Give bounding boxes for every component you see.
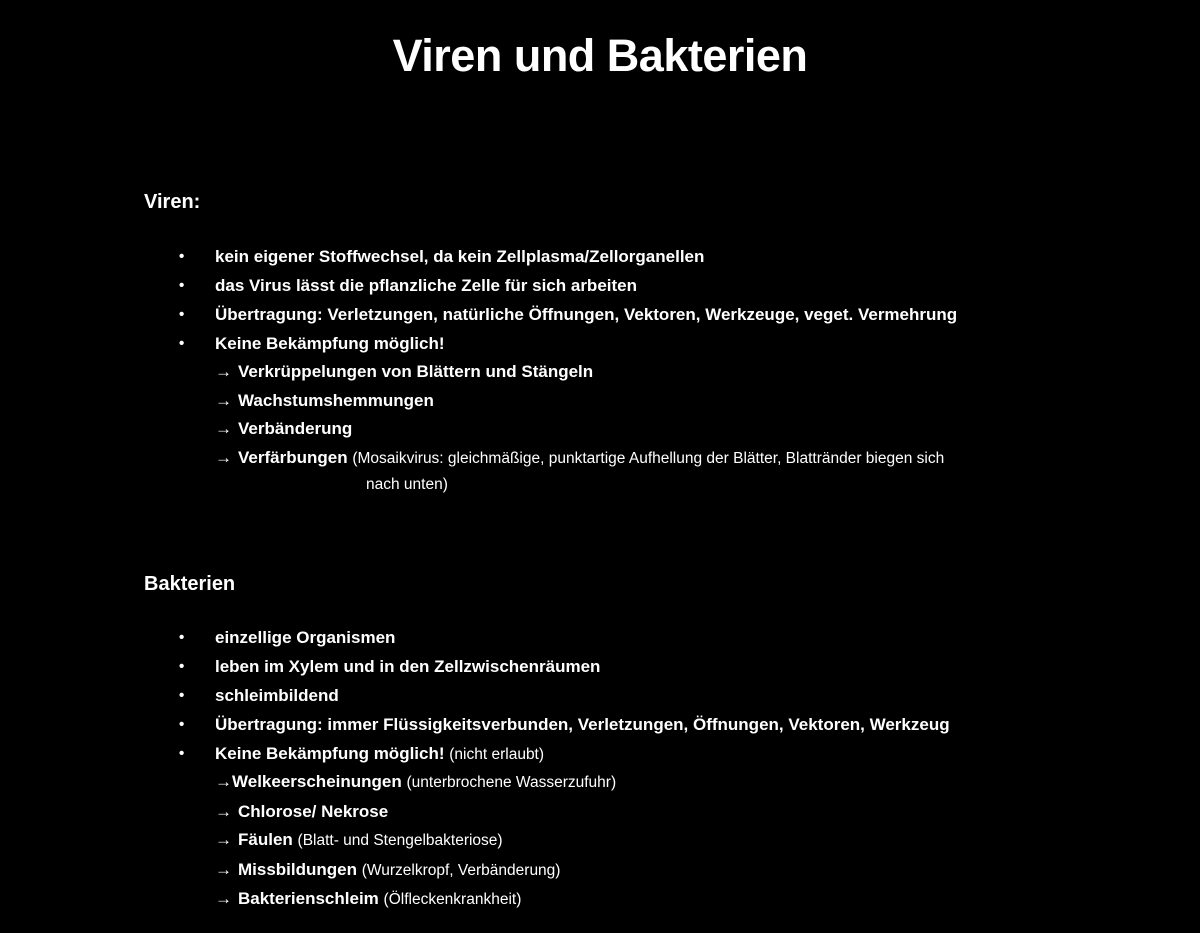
effect-note: (Ölfleckenkrankheit) [383, 891, 522, 909]
list-item-text: Keine Bekämpfung möglich! [215, 334, 445, 353]
bakterien-heading: Bakterien [144, 573, 236, 595]
bakterien-bullet-list [176, 623, 950, 769]
list-item [176, 710, 950, 739]
effect-note-continuation: nach unten) [366, 476, 448, 493]
effect-term: Fäulen [238, 830, 293, 850]
effect-term: Missbildungen [238, 859, 357, 879]
list-item-text: leben im Xylem und in den Zellzwischenräumen [215, 657, 601, 676]
list-item [176, 329, 957, 358]
list-item [176, 271, 957, 300]
effect-term: Verkrüppelungen von Blättern und Stängeln [238, 362, 594, 381]
effect-term: Verfärbungen [238, 447, 348, 467]
arrow-right-icon: → [215, 889, 232, 909]
effect-item [215, 798, 616, 827]
page-title: Viren und Bakterien [392, 30, 808, 81]
bullet-icon: • [179, 277, 185, 294]
effect-item [215, 358, 944, 387]
list-item-note: (nicht erlaubt) [449, 746, 545, 763]
arrow-right-icon: → [215, 390, 232, 410]
effect-item [215, 885, 616, 915]
viren-bullet-list [176, 242, 957, 358]
arrow-right-icon: → [215, 362, 232, 381]
effect-item [215, 856, 616, 886]
effect-item [215, 415, 944, 444]
arrow-right-icon: → [215, 772, 232, 791]
effect-note: (Wurzelkropf, Verbänderung) [361, 861, 561, 879]
list-item-text: schleimbildend [215, 686, 339, 705]
viren-heading: Viren: [144, 191, 201, 213]
arrow-right-icon: → [215, 859, 232, 879]
list-item [176, 739, 950, 769]
arrow-right-icon: → [215, 801, 232, 821]
effect-item [215, 768, 616, 798]
viren-effects-list [215, 358, 944, 473]
list-item [176, 681, 950, 710]
bullet-icon: • [179, 335, 185, 352]
effect-item [215, 826, 616, 856]
list-item-text: Übertragung: Verletzungen, natürliche Öffnungen, Vektoren, Werkzeuge, veget. Vermehrung [215, 305, 958, 324]
arrow-right-icon: → [215, 419, 232, 439]
bullet-icon: • [179, 248, 185, 265]
bakterien-effects-list [215, 768, 616, 915]
bullet-icon: • [179, 306, 185, 323]
arrow-right-icon: → [215, 447, 232, 467]
bullet-icon: • [179, 716, 185, 733]
effect-item [215, 444, 944, 474]
list-item [176, 242, 957, 271]
effect-term: Verbänderung [238, 419, 353, 439]
list-item [176, 652, 950, 681]
bullet-icon: • [179, 629, 185, 646]
list-item-text: das Virus lässt die pflanzliche Zelle für sich arbeiten [215, 276, 637, 295]
effect-item [215, 387, 944, 416]
effect-note: (unterbrochene Wasserzufuhr) [406, 774, 617, 791]
list-item [176, 300, 957, 329]
effect-term: Wachstumshemmungen [238, 390, 434, 410]
bullet-icon: • [179, 745, 185, 762]
effect-note: (Blatt- und Stengelbakteriose) [297, 832, 503, 850]
list-item-text: Übertragung: immer Flüssigkeitsverbunden, Verletzungen, Öffnungen, Vektoren, Werkzeug [215, 715, 950, 734]
list-item-text: kein eigener Stoffwechsel, da kein Zellplasma/Zellorganellen [215, 247, 705, 266]
list-item-text: einzellige Organismen [215, 628, 396, 647]
effect-note: (Mosaikvirus: gleichmäßige, punktartige Aufhellung der Blätter, Blattränder biegen sich [352, 449, 945, 467]
effect-term: Chlorose/ Nekrose [238, 801, 389, 821]
bullet-icon: • [179, 658, 185, 675]
list-item-text: Keine Bekämpfung möglich! [215, 744, 445, 763]
effect-term: Bakterienschleim [238, 889, 379, 909]
bullet-icon: • [179, 687, 185, 704]
arrow-right-icon: → [215, 830, 232, 850]
list-item [176, 623, 950, 652]
effect-term: Welkeerscheinungen [232, 772, 402, 791]
